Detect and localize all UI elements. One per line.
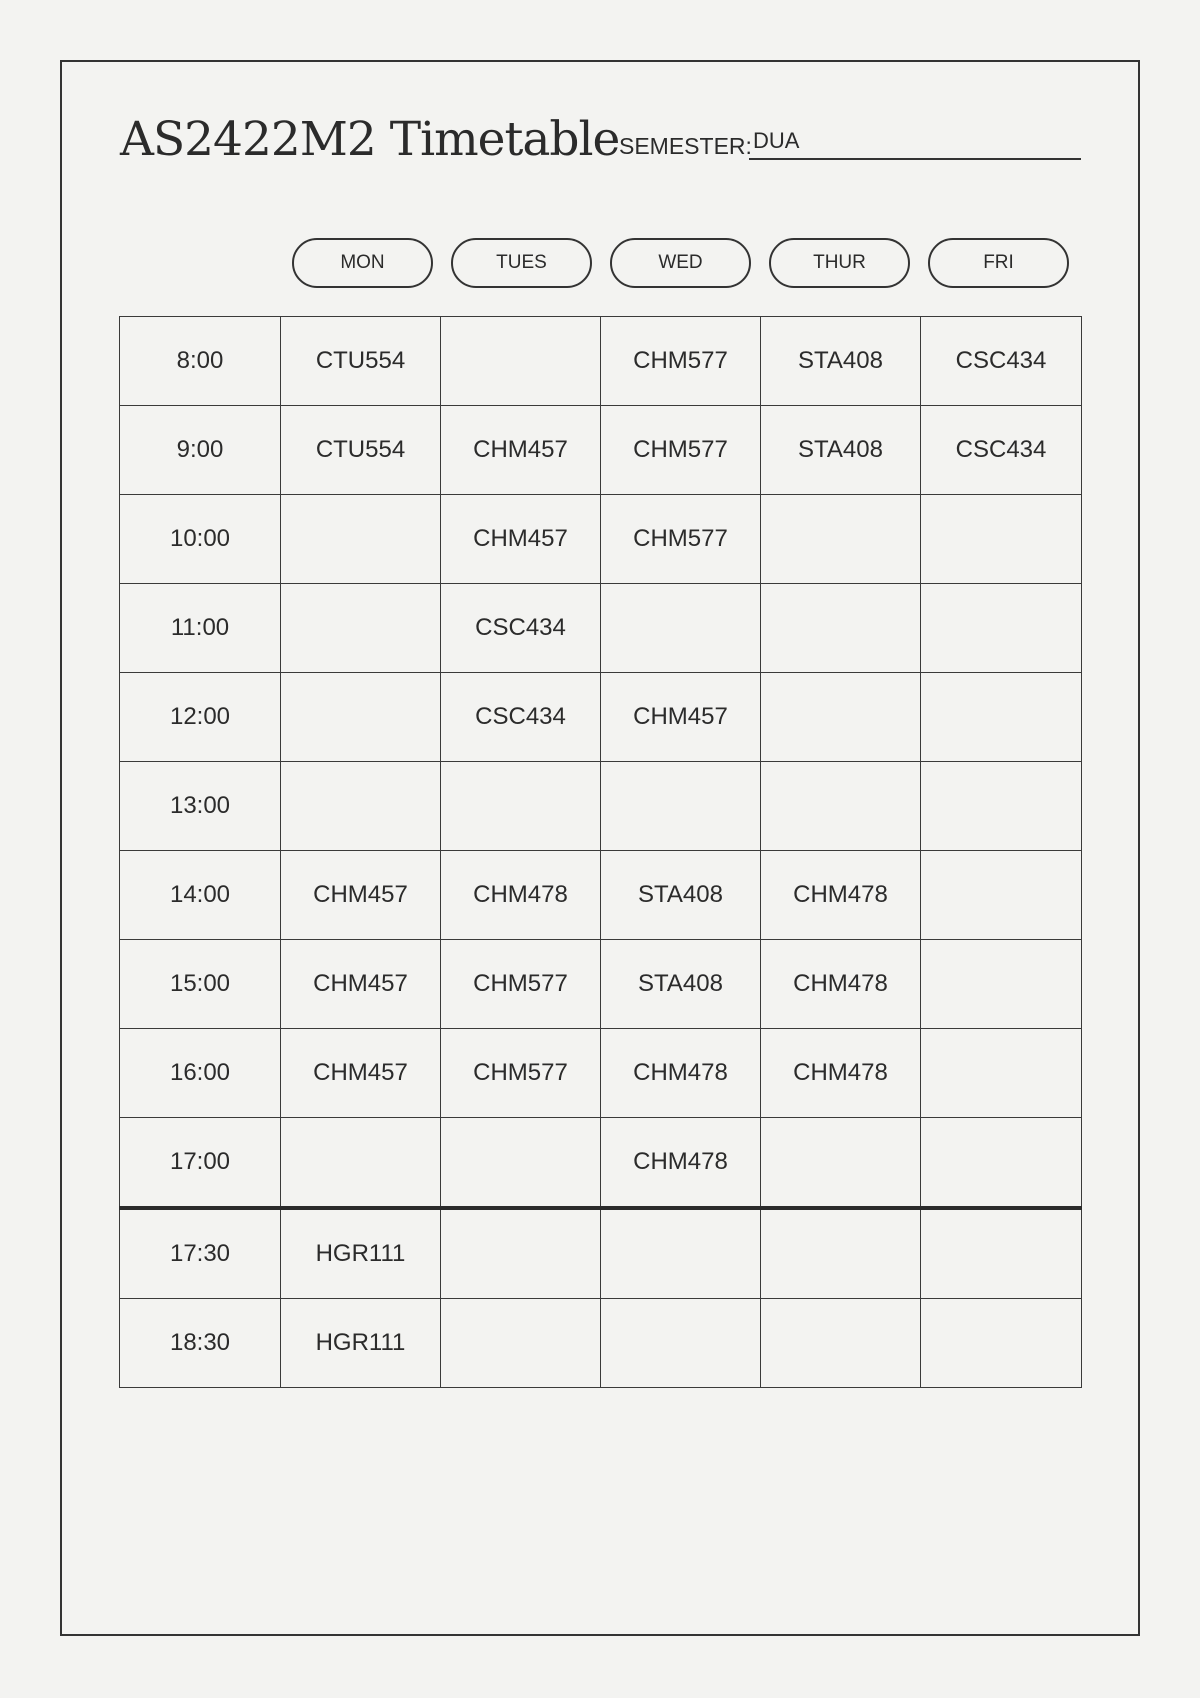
class-cell (761, 584, 921, 673)
class-cell: CHM457 (441, 495, 601, 584)
class-cell (281, 1118, 441, 1209)
class-cell: CHM478 (601, 1118, 761, 1209)
table-row (120, 1299, 1082, 1388)
time-cell: 12:00 (120, 673, 281, 762)
table-row (120, 940, 1082, 1029)
class-cell: CHM478 (761, 940, 921, 1029)
class-cell: HGR111 (281, 1208, 441, 1299)
class-cell: CHM478 (601, 1029, 761, 1118)
class-cell (601, 1299, 761, 1388)
day-header-mon: MON (292, 238, 433, 288)
table-row (120, 1118, 1082, 1209)
class-cell (761, 673, 921, 762)
class-cell (601, 584, 761, 673)
table-row (120, 851, 1082, 940)
table-row (120, 762, 1082, 851)
class-cell: CHM478 (761, 1029, 921, 1118)
time-cell: 8:00 (120, 317, 281, 406)
time-cell: 10:00 (120, 495, 281, 584)
class-cell (441, 1118, 601, 1209)
class-cell (921, 584, 1082, 673)
class-cell: CSC434 (441, 673, 601, 762)
day-header-thur: THUR (769, 238, 910, 288)
class-cell: CTU554 (281, 406, 441, 495)
time-cell: 17:00 (120, 1118, 281, 1209)
class-cell (761, 1299, 921, 1388)
time-cell: 17:30 (120, 1208, 281, 1299)
table-row (120, 1029, 1082, 1118)
class-cell: STA408 (761, 317, 921, 406)
class-cell: CHM457 (281, 1029, 441, 1118)
class-cell: CHM577 (601, 406, 761, 495)
time-cell: 11:00 (120, 584, 281, 673)
table-row (120, 495, 1082, 584)
table-row (120, 1208, 1082, 1299)
class-cell (921, 940, 1082, 1029)
class-cell: CHM577 (601, 317, 761, 406)
table-row (120, 673, 1082, 762)
table-row (120, 584, 1082, 673)
class-cell (921, 1299, 1082, 1388)
table-row (120, 406, 1082, 495)
class-cell (761, 495, 921, 584)
class-cell (281, 673, 441, 762)
class-cell: CHM457 (281, 940, 441, 1029)
class-cell: CHM577 (601, 495, 761, 584)
semester-label: SEMESTER: (619, 133, 752, 159)
class-cell: CSC434 (921, 317, 1082, 406)
semester-field: DUA (749, 124, 1081, 160)
class-cell (921, 1029, 1082, 1118)
class-cell (441, 317, 601, 406)
class-cell: CHM457 (441, 406, 601, 495)
time-cell: 18:30 (120, 1299, 281, 1388)
class-cell: CSC434 (921, 406, 1082, 495)
class-cell: CHM577 (441, 1029, 601, 1118)
class-cell: STA408 (601, 940, 761, 1029)
timetable-grid (119, 316, 1082, 1388)
class-cell (921, 1118, 1082, 1209)
class-cell (441, 762, 601, 851)
class-cell (441, 1299, 601, 1388)
class-cell (921, 1208, 1082, 1299)
class-cell (761, 762, 921, 851)
class-cell: STA408 (601, 851, 761, 940)
class-cell (441, 1208, 601, 1299)
class-cell: CHM478 (761, 851, 921, 940)
time-cell: 13:00 (120, 762, 281, 851)
class-cell: STA408 (761, 406, 921, 495)
class-cell (601, 762, 761, 851)
class-cell (281, 762, 441, 851)
class-cell (921, 762, 1082, 851)
class-cell (601, 1208, 761, 1299)
class-cell (921, 495, 1082, 584)
time-cell: 16:00 (120, 1029, 281, 1118)
class-cell: CSC434 (441, 584, 601, 673)
day-header-fri: FRI (928, 238, 1069, 288)
class-cell: HGR111 (281, 1299, 441, 1388)
class-cell: CHM457 (601, 673, 761, 762)
table-row (120, 317, 1082, 406)
class-cell (761, 1118, 921, 1209)
class-cell: CHM457 (281, 851, 441, 940)
day-header-tues: TUES (451, 238, 592, 288)
class-cell (921, 673, 1082, 762)
class-cell (281, 495, 441, 584)
time-cell: 9:00 (120, 406, 281, 495)
class-cell: CHM478 (441, 851, 601, 940)
class-cell (281, 584, 441, 673)
page-title: AS2422M2 Timetable (120, 112, 620, 167)
day-header-wed: WED (610, 238, 751, 288)
class-cell: CTU554 (281, 317, 441, 406)
class-cell (921, 851, 1082, 940)
class-cell: CHM577 (441, 940, 601, 1029)
time-cell: 15:00 (120, 940, 281, 1029)
class-cell (761, 1208, 921, 1299)
time-cell: 14:00 (120, 851, 281, 940)
